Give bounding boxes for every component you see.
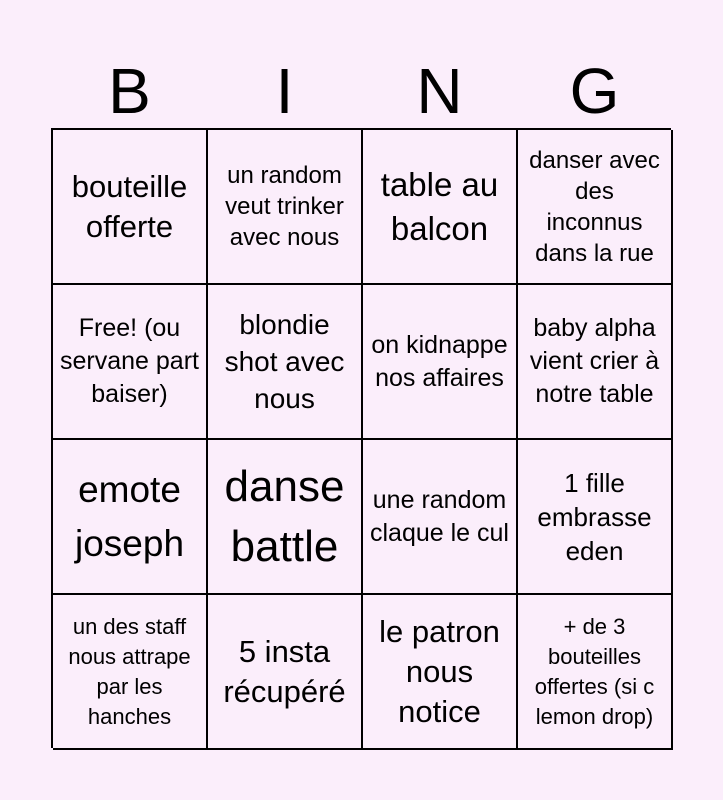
bingo-cell[interactable]: bouteille offerte — [53, 130, 208, 285]
bingo-cell[interactable]: on kidnappe nos affaires — [363, 285, 518, 440]
header-letter-i: I — [275, 55, 294, 127]
bingo-cell[interactable]: le patron nous notice — [363, 595, 518, 750]
bingo-cell[interactable]: une random claque le cul — [363, 440, 518, 595]
bingo-cell[interactable]: table au balcon — [363, 130, 518, 285]
header-letter-b: B — [108, 55, 151, 127]
bingo-header — [52, 55, 672, 127]
bingo-grid — [51, 128, 671, 748]
bingo-cell[interactable]: un random veut trinker avec nous — [208, 130, 363, 285]
bingo-cell[interactable]: 1 fille embrasse eden — [518, 440, 673, 595]
bingo-cell[interactable]: Free! (ou servane part baiser) — [53, 285, 208, 440]
bingo-cell[interactable]: danse battle — [208, 440, 363, 595]
bingo-cell[interactable]: + de 3 bouteilles offertes (si c lemon drop) — [518, 595, 673, 750]
bingo-cell[interactable]: 5 insta récupéré — [208, 595, 363, 750]
bingo-cell[interactable]: emote joseph — [53, 440, 208, 595]
header-letter-n: N — [416, 55, 463, 127]
bingo-cell[interactable]: un des staff nous attrape par les hanches — [53, 595, 208, 750]
bingo-cell[interactable]: danser avec des inconnus dans la rue — [518, 130, 673, 285]
bingo-cell[interactable]: baby alpha vient crier à notre table — [518, 285, 673, 440]
header-letter-g: G — [569, 55, 620, 127]
bingo-cell[interactable]: blondie shot avec nous — [208, 285, 363, 440]
